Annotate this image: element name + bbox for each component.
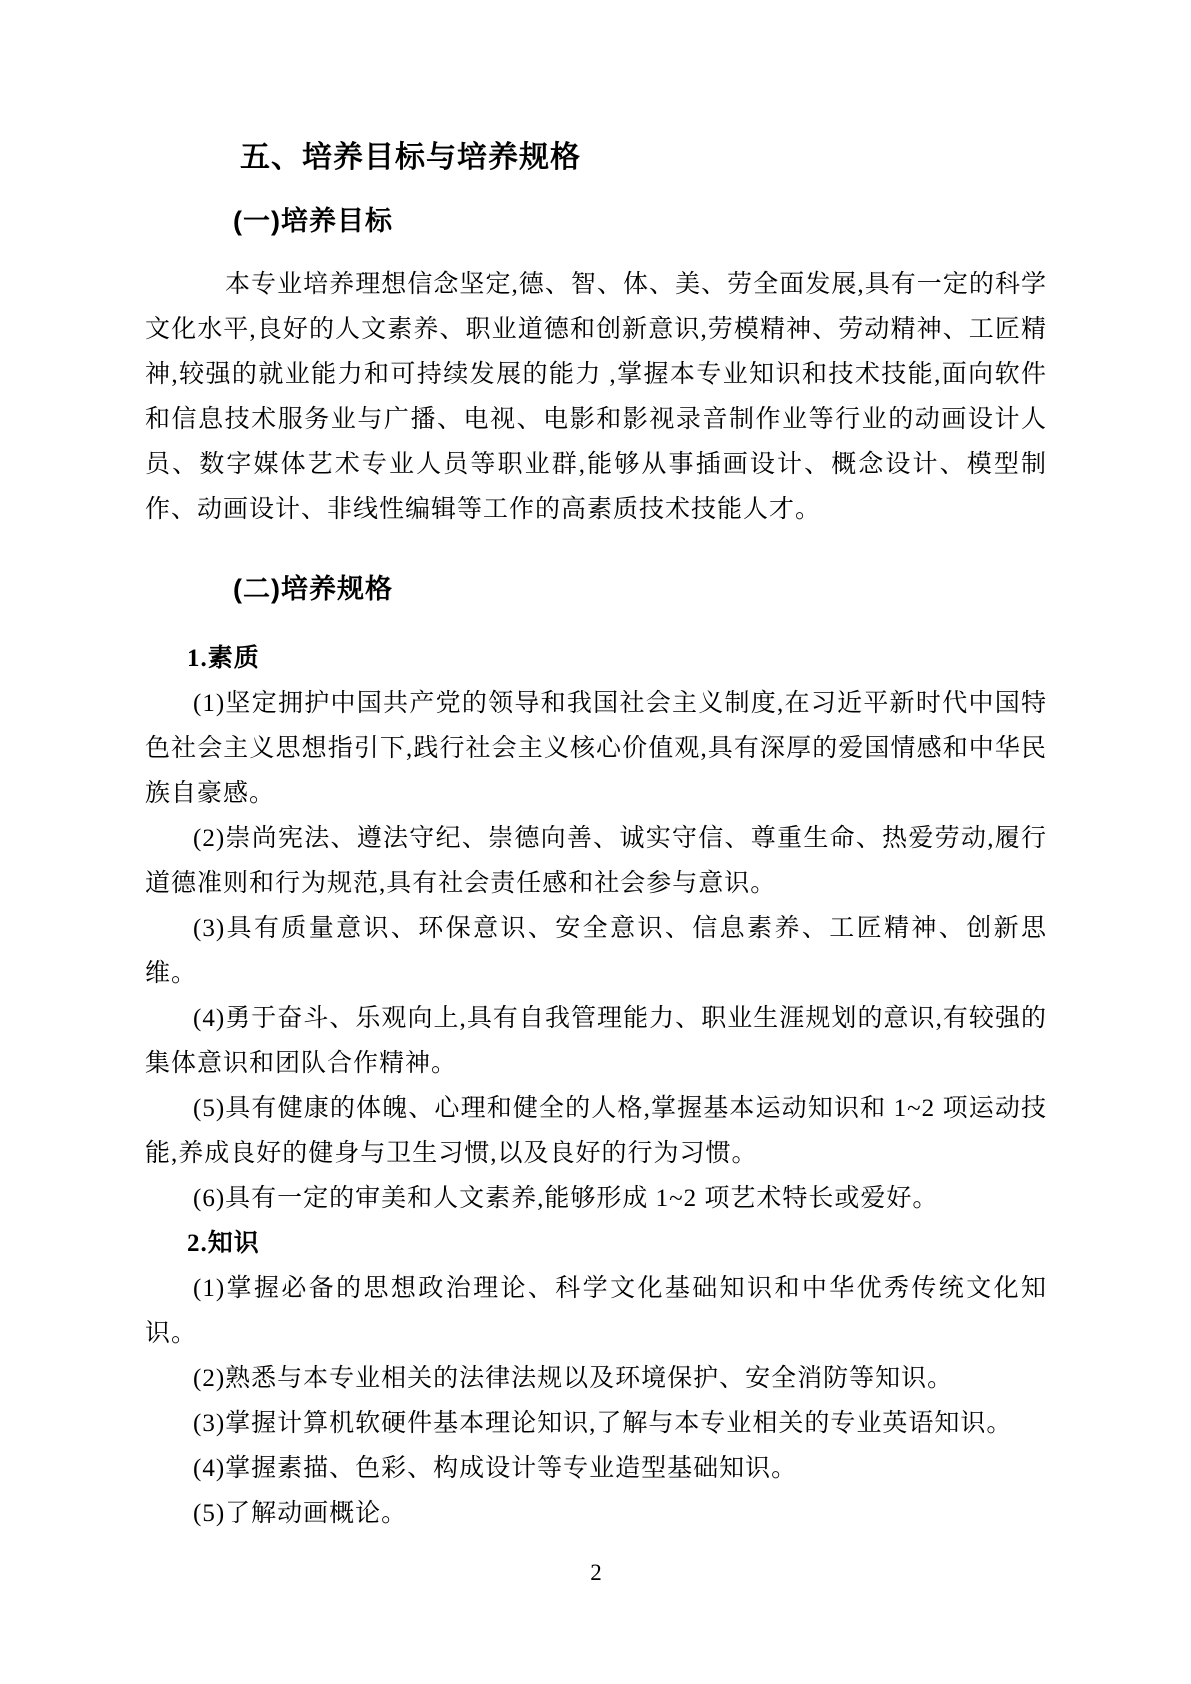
knowledge-item-1: (1)掌握必备的思想政治理论、科学文化基础知识和中华优秀传统文化知识。	[145, 1275, 1047, 1347]
knowledge-item-5: (5)了解动画概论。	[193, 1500, 408, 1527]
quality-item-6: (6)具有一定的审美和人文素养,能够形成 1~2 项艺术特长或爱好。	[193, 1185, 939, 1212]
quality-label: 1.素质	[187, 645, 260, 672]
knowledge-item-2: (2)熟悉与本专业相关的法律法规以及环境保护、安全消防等知识。	[193, 1365, 954, 1392]
section-heading-specification: (二)培养规格	[233, 574, 393, 604]
quality-item-1: (1)坚定拥护中国共产党的领导和我国社会主义制度,在习近平新时代中国特色社会主义思想指引下,践行社会主义核心价值观,具有深厚的爱国情感和中华民族自豪感。	[145, 690, 1047, 807]
page-number: 2	[590, 1560, 602, 1585]
page-title: 五、培养目标与培养规格	[240, 141, 581, 174]
quality-item-4: (4)勇于奋斗、乐观向上,具有自我管理能力、职业生涯规划的意识,有较强的集体意识和团队合作精神。	[145, 1005, 1047, 1077]
quality-item-3: (3)具有质量意识、环保意识、安全意识、信息素养、工匠精神、创新思维。	[145, 915, 1047, 987]
section-heading-objective: (一)培养目标	[233, 206, 393, 236]
objective-paragraph: 本专业培养理想信念坚定,德、智、体、美、劳全面发展,具有一定的科学文化水平,良好的人文素养、职业道德和创新意识,劳模精神、劳动精神、工匠精神,较强的就业能力和可持续发展的能力 ,掌握本专业知识和技术技能,面向软件和信息技术服务业与广播、电视、电影和影视录音制作业等行业的动画设计人员、数字媒体艺术专业人员等职业群,能够从事插画设计、概念设计、模型制作、动画设计、非线性编辑等工作的高素质技术技能人才。	[145, 271, 1047, 523]
knowledge-item-4: (4)掌握素描、色彩、构成设计等专业造型基础知识。	[193, 1455, 798, 1482]
knowledge-item-3: (3)掌握计算机软硬件基本理论知识,了解与本专业相关的专业英语知识。	[193, 1410, 1013, 1437]
knowledge-label: 2.知识	[187, 1230, 260, 1257]
quality-item-5: (5)具有健康的体魄、心理和健全的人格,掌握基本运动知识和 1~2 项运动技能,养成良好的健身与卫生习惯,以及良好的行为习惯。	[145, 1095, 1047, 1167]
quality-item-2: (2)崇尚宪法、遵法守纪、崇德向善、诚实守信、尊重生命、热爱劳动,履行道德准则和行为规范,具有社会责任感和社会参与意识。	[145, 825, 1047, 897]
